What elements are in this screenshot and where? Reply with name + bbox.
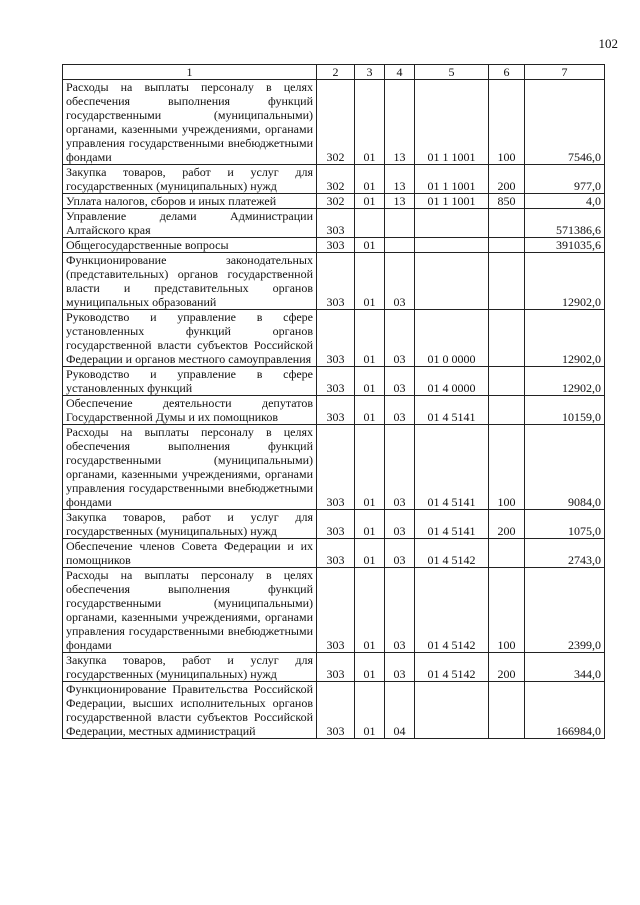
subsection-cell: 03	[385, 539, 415, 568]
target-article-cell: 01 1 1001	[415, 80, 489, 165]
ministry-code-cell: 302	[317, 194, 355, 209]
section-cell: 01	[355, 367, 385, 396]
expense-name-cell: Общегосударственные вопросы	[63, 238, 317, 253]
expense-type-cell	[489, 253, 525, 310]
expense-name-cell: Обеспечение членов Совета Федерации и их помощников	[63, 539, 317, 568]
ministry-code-cell: 303	[317, 209, 355, 238]
section-cell: 01	[355, 510, 385, 539]
expense-name-cell: Расходы на выплаты персоналу в целях обеспечения выполнения функций государственными (муниципальными) органами, казенными учреждениями, органами управления государственными внебюджетными фондами	[63, 568, 317, 653]
amount-cell: 571386,6	[525, 209, 605, 238]
table-row	[63, 253, 605, 310]
amount-cell: 4,0	[525, 194, 605, 209]
expense-name-cell: Расходы на выплаты персоналу в целях обеспечения выполнения функций государственными (муниципальными) органами, казенными учреждениями, органами управления государственными внебюджетными фондами	[63, 80, 317, 165]
expense-type-cell	[489, 682, 525, 739]
section-cell: 01	[355, 310, 385, 367]
ministry-code-cell: 303	[317, 310, 355, 367]
ministry-code-cell: 303	[317, 510, 355, 539]
table-body	[63, 80, 605, 739]
expense-type-cell	[489, 238, 525, 253]
expense-name-cell: Управление делами Администрации Алтайского края	[63, 209, 317, 238]
amount-cell: 10159,0	[525, 396, 605, 425]
subsection-cell: 13	[385, 80, 415, 165]
ministry-code-cell: 303	[317, 653, 355, 682]
ministry-code-cell: 303	[317, 539, 355, 568]
ministry-code-cell: 303	[317, 253, 355, 310]
ministry-code-cell: 303	[317, 367, 355, 396]
expense-name-cell: Уплата налогов, сборов и иных платежей	[63, 194, 317, 209]
expense-name-cell: Обеспечение деятельности депутатов Государственной Думы и их помощников	[63, 396, 317, 425]
expense-name-cell: Руководство и управление в сфере установленных функций	[63, 367, 317, 396]
expense-name-cell: Закупка товаров, работ и услуг для государственных (муниципальных) нужд	[63, 165, 317, 194]
section-cell: 01	[355, 80, 385, 165]
expense-name-cell: Закупка товаров, работ и услуг для государственных (муниципальных) нужд	[63, 653, 317, 682]
expense-type-cell: 100	[489, 80, 525, 165]
subsection-cell: 03	[385, 367, 415, 396]
subsection-cell: 03	[385, 568, 415, 653]
target-article-cell: 01 4 5142	[415, 568, 489, 653]
section-cell: 01	[355, 653, 385, 682]
table-row	[63, 682, 605, 739]
section-cell: 01	[355, 682, 385, 739]
column-header: 1	[63, 65, 317, 80]
section-cell: 01	[355, 425, 385, 510]
target-article-cell	[415, 253, 489, 310]
target-article-cell: 01 4 5141	[415, 425, 489, 510]
ministry-code-cell: 302	[317, 80, 355, 165]
column-header: 3	[355, 65, 385, 80]
ministry-code-cell: 303	[317, 425, 355, 510]
section-cell: 01	[355, 539, 385, 568]
target-article-cell: 01 4 0000	[415, 367, 489, 396]
expense-name-cell: Расходы на выплаты персоналу в целях обеспечения выполнения функций государственными (муниципальными) органами, казенными учреждениями, органами управления государственными внебюджетными фондами	[63, 425, 317, 510]
ministry-code-cell: 303	[317, 396, 355, 425]
expense-name-cell: Функционирование Правительства Российской Федерации, высших исполнительных органов государственной власти субъектов Российской Федерации, местных администраций	[63, 682, 317, 739]
table-row	[63, 80, 605, 165]
subsection-cell: 03	[385, 425, 415, 510]
table-row	[63, 539, 605, 568]
target-article-cell: 01 4 5142	[415, 653, 489, 682]
budget-table	[62, 64, 605, 739]
target-article-cell: 01 4 5141	[415, 396, 489, 425]
table-row	[63, 194, 605, 209]
table-row	[63, 653, 605, 682]
amount-cell: 12902,0	[525, 253, 605, 310]
expense-type-cell: 200	[489, 653, 525, 682]
subsection-cell: 03	[385, 396, 415, 425]
ministry-code-cell: 303	[317, 568, 355, 653]
section-cell	[355, 209, 385, 238]
expense-name-cell: Закупка товаров, работ и услуг для государственных (муниципальных) нужд	[63, 510, 317, 539]
expense-type-cell	[489, 310, 525, 367]
column-header: 6	[489, 65, 525, 80]
page-number: 102	[598, 36, 618, 51]
expense-type-cell: 100	[489, 568, 525, 653]
amount-cell: 977,0	[525, 165, 605, 194]
expense-name-cell: Руководство и управление в сфере установленных функций органов государственной власти субъектов Российской Федерации и органов местного самоуправления	[63, 310, 317, 367]
table-row	[63, 568, 605, 653]
column-header: 5	[415, 65, 489, 80]
expense-type-cell: 100	[489, 425, 525, 510]
section-cell: 01	[355, 194, 385, 209]
target-article-cell: 01 1 1001	[415, 194, 489, 209]
column-header: 4	[385, 65, 415, 80]
subsection-cell	[385, 238, 415, 253]
expense-name-cell: Функционирование законодательных (представительных) органов государственной власти и представительных органов муниципальных образований	[63, 253, 317, 310]
amount-cell: 9084,0	[525, 425, 605, 510]
table-header-row	[63, 65, 605, 80]
target-article-cell: 01 1 1001	[415, 165, 489, 194]
expense-type-cell	[489, 539, 525, 568]
ministry-code-cell: 303	[317, 682, 355, 739]
table-row	[63, 396, 605, 425]
amount-cell: 12902,0	[525, 310, 605, 367]
target-article-cell: 01 4 5142	[415, 539, 489, 568]
target-article-cell	[415, 209, 489, 238]
subsection-cell: 13	[385, 165, 415, 194]
expense-type-cell: 200	[489, 165, 525, 194]
ministry-code-cell: 303	[317, 238, 355, 253]
amount-cell: 166984,0	[525, 682, 605, 739]
subsection-cell: 03	[385, 253, 415, 310]
amount-cell: 2399,0	[525, 568, 605, 653]
table-row	[63, 238, 605, 253]
amount-cell: 1075,0	[525, 510, 605, 539]
amount-cell: 2743,0	[525, 539, 605, 568]
table-row	[63, 310, 605, 367]
target-article-cell	[415, 238, 489, 253]
section-cell: 01	[355, 396, 385, 425]
subsection-cell: 03	[385, 310, 415, 367]
amount-cell: 12902,0	[525, 367, 605, 396]
section-cell: 01	[355, 238, 385, 253]
subsection-cell: 03	[385, 510, 415, 539]
amount-cell: 391035,6	[525, 238, 605, 253]
expense-type-cell: 850	[489, 194, 525, 209]
table-row	[63, 367, 605, 396]
amount-cell: 344,0	[525, 653, 605, 682]
expense-type-cell: 200	[489, 510, 525, 539]
table-row	[63, 510, 605, 539]
expense-type-cell	[489, 367, 525, 396]
section-cell: 01	[355, 568, 385, 653]
target-article-cell: 01 0 0000	[415, 310, 489, 367]
column-header: 7	[525, 65, 605, 80]
ministry-code-cell: 302	[317, 165, 355, 194]
subsection-cell: 04	[385, 682, 415, 739]
subsection-cell: 13	[385, 194, 415, 209]
target-article-cell: 01 4 5141	[415, 510, 489, 539]
table-row	[63, 209, 605, 238]
column-header: 2	[317, 65, 355, 80]
amount-cell: 7546,0	[525, 80, 605, 165]
target-article-cell	[415, 682, 489, 739]
table-row	[63, 165, 605, 194]
subsection-cell: 03	[385, 653, 415, 682]
section-cell: 01	[355, 253, 385, 310]
table-row	[63, 425, 605, 510]
section-cell: 01	[355, 165, 385, 194]
expense-type-cell	[489, 209, 525, 238]
subsection-cell	[385, 209, 415, 238]
expense-type-cell	[489, 396, 525, 425]
